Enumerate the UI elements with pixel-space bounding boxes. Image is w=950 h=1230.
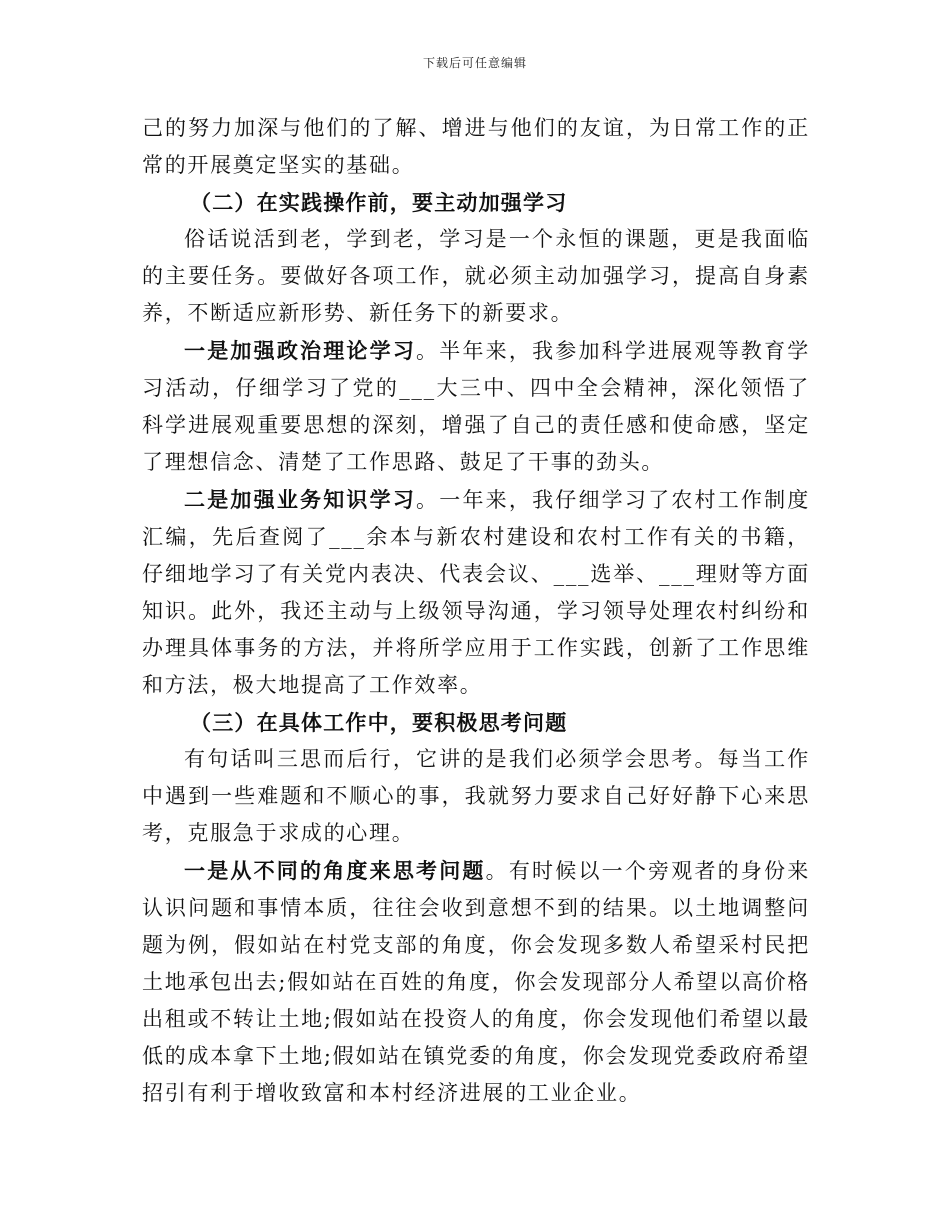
paragraph-learning-intro: 俗话说活到老，学到老，学习是一个永恒的课题，更是我面临的主要任务。要做好各项工作，就必须主动加强学习，提高自身素养，不断适应新形势、新任务下的新要求。	[142, 227, 810, 325]
paragraph-continued: 己的努力加深与他们的了解、增进与他们的友谊，为日常工作的正常的开展奠定坚实的基础。	[142, 116, 810, 177]
page-header: 下载后可任意编辑	[422, 56, 527, 70]
section-heading-3: （三）在具体工作中，要积极思考问题	[190, 710, 568, 735]
paragraph-different-angles-text: 。有时候以一个旁观者的身份来认识问题和事情本质，往往会收到意想不到的结果。以土地调整问题为例，假如站在村党支部的角度，你会发现多数人希望采村民把土地承包出去;假如站在百姓的角度，你会发现部分人希望以高价格出租或不转让土地;假如站在投资人的角度，你会发现他们希望以最低的成本拿下土地;假如站在镇党委的角度，你会发现党委政府希望招引有利于增收致富和本村经济进展的工业企业。	[142, 859, 810, 1105]
document-body	[142, 110, 810, 1112]
paragraph-business-knowledge-text: 。一年来，我仔细学习了农村工作制度汇编，先后查阅了___余本与新农村建设和农村工作有关的书籍，仔细地学习了有关党内表决、代表会议、___选举、___理财等方面知识。此外，我还主动与上级领导沟通，学习领导处理农村纠纷和办理具体事务的方法，并将所学应用于工作实践，创新了工作思维和方法，极大地提高了工作效率。	[142, 488, 811, 697]
lead-phrase-different-angles: 一是从不同的角度来思考问题	[184, 858, 486, 883]
lead-phrase-political-theory: 一是加强政治理论学习	[184, 338, 417, 363]
section-heading-2: （二）在实践操作前，要主动加强学习	[190, 190, 568, 215]
paragraph-political-theory	[142, 332, 810, 481]
lead-phrase-business-knowledge: 二是加强业务知识学习	[184, 487, 417, 512]
paragraph-business-knowledge	[142, 481, 810, 704]
paragraph-different-angles	[142, 852, 810, 1112]
paragraph-political-theory-text: 。半年来，我参加科学进展观等教育学习活动，仔细学习了党的___大三中、四中全会精神，深化领悟了科学进展观重要思想的深刻，增强了自己的责任感和使命感，坚定了理想信念、清楚了工作思路、鼓足了干事的劲头。	[142, 339, 811, 474]
paragraph-thinking-intro: 有句话叫三思而后行，它讲的是我们必须学会思考。每当工作中遇到一些难题和不顺心的事，我就努力要求自己好好静下心来思考，克服急于求成的心理。	[142, 747, 810, 845]
